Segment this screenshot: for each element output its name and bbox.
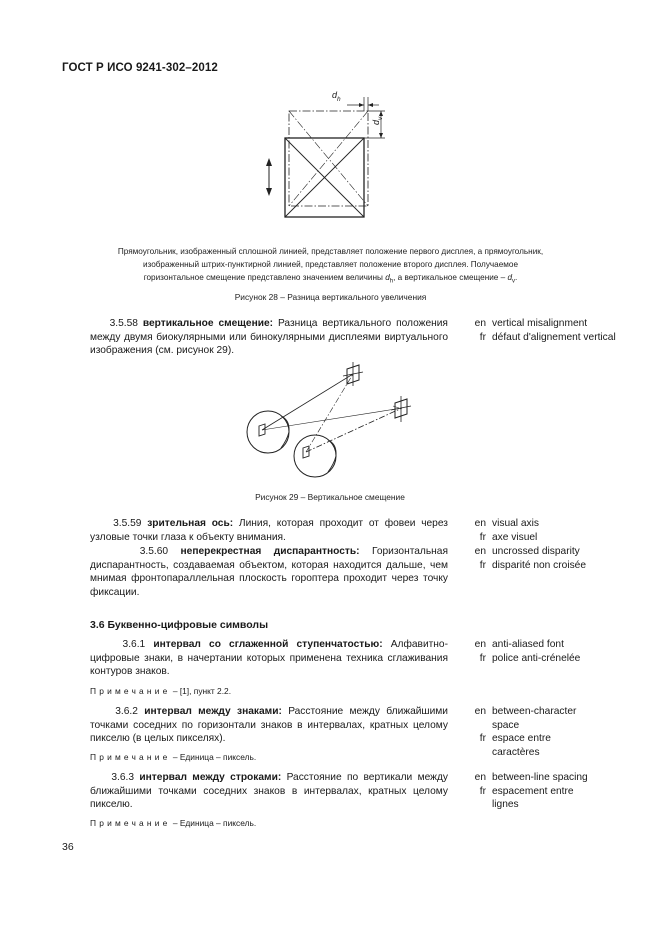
term-3-6-2: 3.6.2 интервал между знаками: Расстояние между ближайшими точками соседних по горизонтали знаков в интервалах, кратных целому пикселю (в целых пикселях). [90, 706, 448, 745]
fr-term: défaut d'alignement vertical [492, 331, 616, 343]
figure-28-caption: Прямоугольник, изображенный сплошной линией, представляет положение первого дисплея, а прямоугольник, изображенный штрих-пунктирной линией, представляет положение второго дисплея. Получаемое горизонтальное смещение представлено значением величины $d_h$, а вертикальное смещение – $d_v$. [117, 247, 544, 285]
term-3-6-2-translations: en between-character space fr espace entre caractères [474, 706, 577, 758]
note-3-6-3: Примечание – Единица – пиксель. [90, 818, 257, 828]
note-3-6-2: Примечание – Единица – пиксель. [90, 752, 257, 762]
term-3-5-58-translations: en vertical misalignment fr défaut d'alignement vertical [466, 317, 636, 344]
section-title: 3.6 Буквенно-цифровые символы [90, 619, 269, 631]
page-number: 36 [62, 841, 74, 853]
term-3-6-3: 3.6.3 интервал между строками: Расстояние по вертикали между ближайшими точками соседних знаков в интервалах, кратных целому пикселю. [90, 772, 448, 811]
term-3-6-1: 3.6.1 интервал со сглаженной ступенчатостью: Алфавитно-цифровые знаки, в начертании которых применена техника сглаживания контуров знаков. [90, 639, 448, 678]
term-3-5-60-translations: en uncrossed disparity fr disparité non croisée [474, 546, 587, 571]
term-3-6-3-translations: en between-line spacing fr espacement entre lignes [474, 772, 588, 811]
document-header: ГОСТ Р ИСО 9241-302–2012 [62, 62, 218, 74]
en-term: vertical misalignment [492, 318, 588, 329]
dv-label: $d_v$ [371, 116, 384, 125]
term-3-6-1-translations: en anti-aliased font fr police anti-crénelée [474, 639, 581, 664]
figure-28-title: Рисунок 28 – Разница вертикального увеличения [234, 292, 427, 302]
term-3-5-58: 3.5.58 вертикальное смещение: Разница вертикального положения между двумя биокулярными или бинокулярными дисплеями виртуального изображения (см. рисунок 29). [90, 318, 448, 357]
figure-29-title: Рисунок 29 – Вертикальное смещение [255, 492, 405, 502]
term-3-5-59-translations: en visual axis fr axe visuel [474, 518, 539, 543]
note-3-6-1: Примечание – [1], пункт 2.2. [90, 686, 232, 696]
term-3-5-60: 3.5.60 неперекрестная диспарантность: Горизонтальная диспарантность, создаваемая объектом, которая находится дальше, чем мнимая фронтопараллельная плоскость гороптера проходит через точку фиксации. [90, 546, 448, 598]
term-3-5-59: 3.5.59 зрительная ось: Линия, которая проходит от фовеи через узловые точки глаза к объекту внимания. [90, 518, 448, 543]
figure-28-diagram [255, 88, 405, 238]
dh-label: $d_h$ [332, 90, 341, 103]
figure-29-diagram [235, 360, 435, 485]
